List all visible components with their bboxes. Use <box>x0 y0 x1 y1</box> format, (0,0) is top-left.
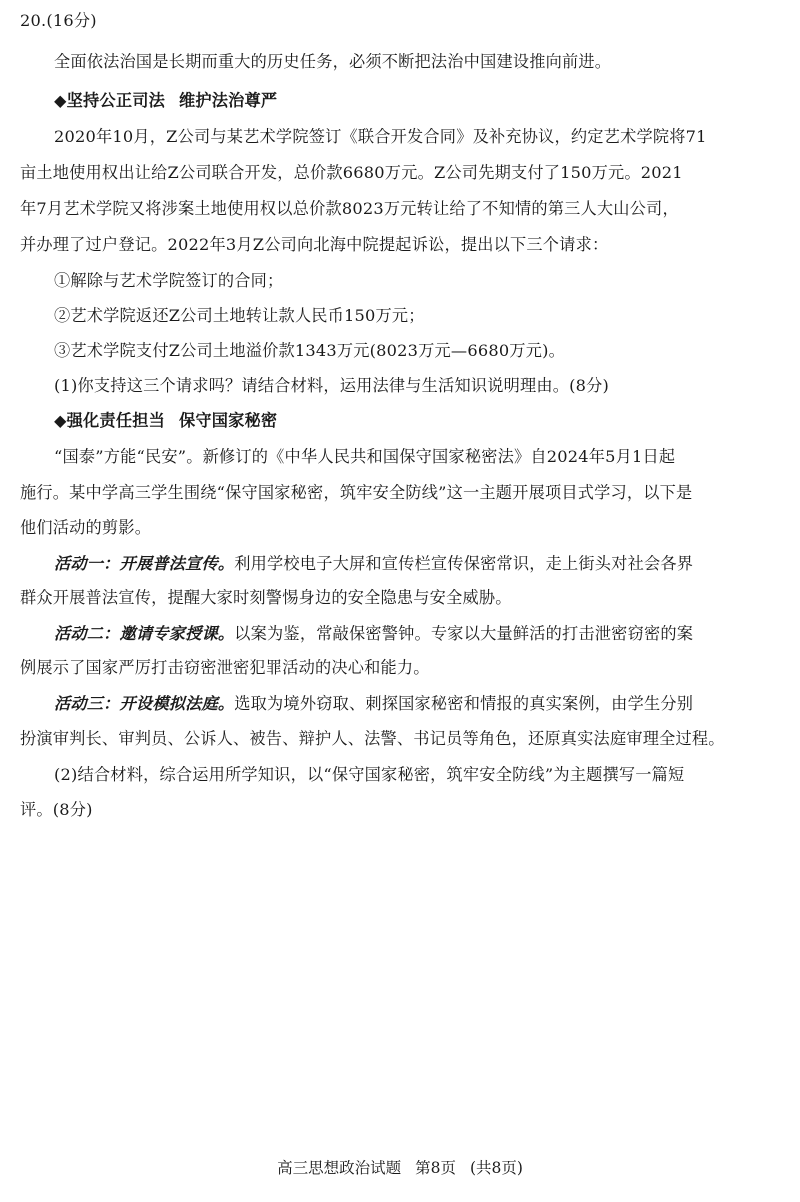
diamond-bullet-icon: ◆ <box>54 411 67 430</box>
section1-title-a: 坚持公正司法 <box>66 91 165 110</box>
footer-subject: 高三思想政治试题 <box>277 1159 402 1177</box>
activity-1-text: 利用学校电子大屏和宣传栏宣传保密常识，走上街头对社会各界 <box>234 554 694 573</box>
activity-2-text: 以案为鉴，常敲保密警钟。专家以大量鲜活的打击泄密窃密的案 <box>234 624 694 643</box>
section2-intro-line-3: 他们活动的剪影。 <box>20 518 152 537</box>
request-1: ①解除与艺术学院签订的合同； <box>54 271 284 290</box>
activity-2-line-2: 例展示了国家严厉打击窃密泄密犯罪活动的决心和能力。 <box>20 658 430 677</box>
activity-3-title: 活动三：开设模拟法庭。 <box>54 694 235 713</box>
section1-title-b: 维护法治尊严 <box>178 91 278 110</box>
question-number: 20.(16分) <box>20 11 97 30</box>
sub-question-2-line-1: (2)结合材料，综合运用所学知识，以“保守国家秘密，筑牢安全防线”为主题撰写一篇短 <box>54 765 685 784</box>
activity-3-line-1 <box>54 693 780 715</box>
section1-heading <box>54 90 780 112</box>
footer-page: 第8页 <box>415 1159 456 1177</box>
diamond-bullet-icon: ◆ <box>54 91 67 110</box>
material-line-3: 年7月艺术学院又将涉案土地使用权以总价款8023万元转让给了不知情的第三人大山公司， <box>20 199 679 218</box>
activity-3-line-2: 扮演审判长、审判员、公诉人、被告、辩护人、法警、书记员等角色，还原真实法庭审理全过程。 <box>20 729 725 748</box>
activity-3-text: 选取为境外窃取、刺探国家秘密和情报的真实案例，由学生分别 <box>234 694 694 713</box>
request-2: ②艺术学院返还Z公司土地转让款人民币150万元； <box>54 306 425 325</box>
activity-1-line-1 <box>54 553 780 575</box>
material-line-4: 并办理了过户登记。2022年3月Z公司向北海中院提起诉讼，提出以下三个请求： <box>20 235 609 254</box>
section2-heading <box>54 410 780 432</box>
section2-intro-line-1: “国泰”方能“民安”。新修订的《中华人民共和国保守国家秘密法》自2024年5月1日起 <box>54 447 676 466</box>
section2-title-b: 保守国家秘密 <box>178 411 278 430</box>
activity-2-title: 活动二：邀请专家授课。 <box>54 624 235 643</box>
request-3: ③艺术学院支付Z公司土地溢价款1343万元(8023万元—6680万元)。 <box>54 341 565 360</box>
activity-1-title: 活动一：开展普法宣传。 <box>54 554 235 573</box>
page-footer <box>0 1157 800 1179</box>
activity-1-line-2: 群众开展普法宣传，提醒大家时刻警惕身边的安全隐患与安全威胁。 <box>20 588 512 607</box>
sub-question-2-line-2: 评。(8分) <box>20 800 93 819</box>
section2-intro-line-2: 施行。某中学高三学生围绕“保守国家秘密，筑牢安全防线”这一主题开展项目式学习，以下是 <box>20 483 693 502</box>
footer-total: (共8页) <box>469 1159 523 1177</box>
activity-2-line-1 <box>54 623 780 645</box>
material-line-2: 亩土地使用权出让给Z公司联合开发，总价款6680万元。Z公司先期支付了150万元。2021 <box>20 163 683 182</box>
sub-question-1: (1)你支持这三个请求吗？请结合材料，运用法律与生活知识说明理由。(8分) <box>54 376 610 395</box>
question-intro: 全面依法治国是长期而重大的历史任务，必须不断把法治中国建设推向前进。 <box>54 52 612 71</box>
section2-title-a: 强化责任担当 <box>66 411 165 430</box>
material-line-1: 2020年10月，Z公司与某艺术学院签订《联合开发合同》及补充协议，约定艺术学院将71 <box>54 127 707 146</box>
